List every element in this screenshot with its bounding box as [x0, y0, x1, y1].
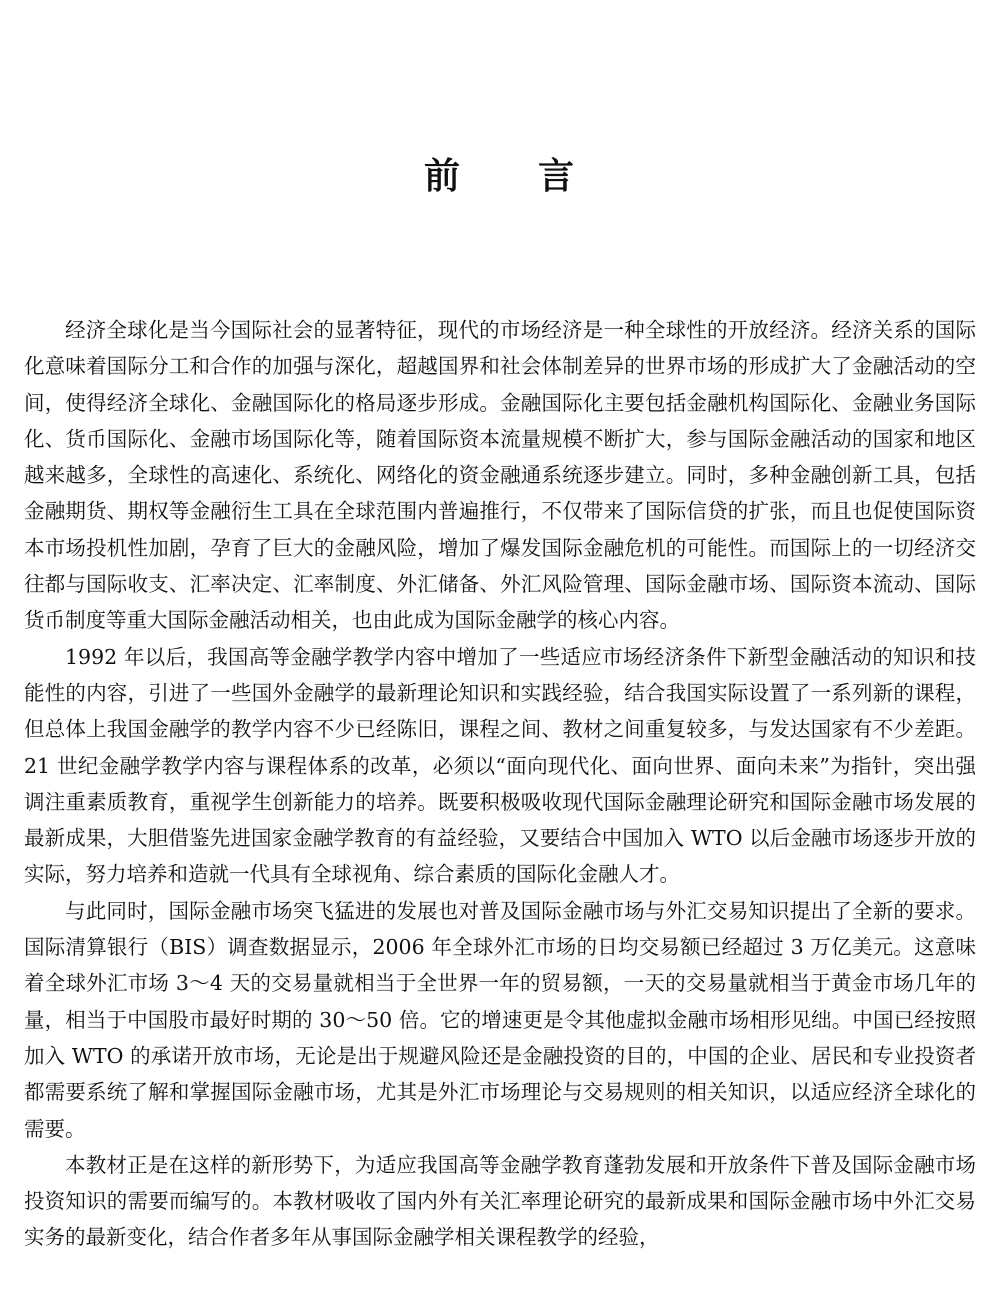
paragraph-2: 1992 年以后，我国高等金融学教学内容中增加了一些适应市场经济条件下新型金融活动的知识和技能性的内容，引进了一些国外金融学的最新理论知识和实践经验，结合我国实际设置了一系列新的课程，但总体上我国金融学的教学内容不少已经陈旧，课程之间、教材之间重复较多，与发达国家有不少差距。21 世纪金融学教学内容与课程体系的改革，必须以“面向现代化、面向世界、面向未来”为指针，突出强调注重素质教育，重视学生创新能力的培养。既要积极吸收现代国际金融理论研究和国际金融市场发展的最新成果，大胆借鉴先进国家金融学教育的有益经验，又要结合中国加入 WTO 以后金融市场逐步开放的实际，努力培养和造就一代具有全球视角、综合素质的国际化金融人才。: [24, 644, 976, 887]
paragraph-4: 本教材正是在这样的新形势下，为适应我国高等金融学教育蓬勃发展和开放条件下普及国际金融市场投资知识的需要而编写的。本教材吸收了国内外有关汇率理论研究的最新成果和国际金融市场中外汇交易实务的最新变化，结合作者多年从事国际金融学相关课程教学的经验，: [24, 1152, 976, 1250]
title-char-1: 前: [423, 155, 460, 197]
page-title: [0, 148, 998, 199]
paragraph-3: 与此同时，国际金融市场突飞猛进的发展也对普及国际金融市场与外汇交易知识提出了全新的要求。国际清算银行（BIS）调查数据显示，2006 年全球外汇市场的日均交易额已经超过 3 万亿美元。这意味着全球外汇市场 3～4 天的交易量就相当于全世界一年的贸易额，一天的交易量就相当于黄金市场几年的量，相当于中国股市最好时期的 30～50 倍。它的增速更是令其他虚拟金融市场相形见绌。中国已经按照加入 WTO 的承诺开放市场，无论是出于规避风险还是金融投资的目的，中国的企业、居民和专业投资者都需要系统了解和掌握国际金融市场，尤其是外汇市场理论与交易规则的相关知识，以适应经济全球化的需要。: [24, 898, 976, 1141]
preface-body: [24, 312, 976, 1256]
paragraph-1: 经济全球化是当今国际社会的显著特征，现代的市场经济是一种全球性的开放经济。经济关系的国际化意味着国际分工和合作的加强与深化，超越国界和社会体制差异的世界市场的形成扩大了金融活动的空间，使得经济全球化、金融国际化的格局逐步形成。金融国际化主要包括金融机构国际化、金融业务国际化、货币国际化、金融市场国际化等，随着国际资本流量规模不断扩大，参与国际金融活动的国家和地区越来越多，全球性的高速化、系统化、网络化的资金融通系统逐步建立。同时，多种金融创新工具，包括金融期货、期权等金融衍生工具在全球范围内普遍推行，不仅带来了国际信贷的扩张，而且也促使国际资本市场投机性加剧，孕育了巨大的金融风险，增加了爆发国际金融危机的可能性。而国际上的一切经济交往都与国际收支、汇率决定、汇率制度、外汇储备、外汇风险管理、国际金融市场、国际资本流动、国际货币制度等重大国际金融活动相关，也由此成为国际金融学的核心内容。: [24, 318, 976, 633]
title-char-2: 言: [538, 155, 575, 197]
